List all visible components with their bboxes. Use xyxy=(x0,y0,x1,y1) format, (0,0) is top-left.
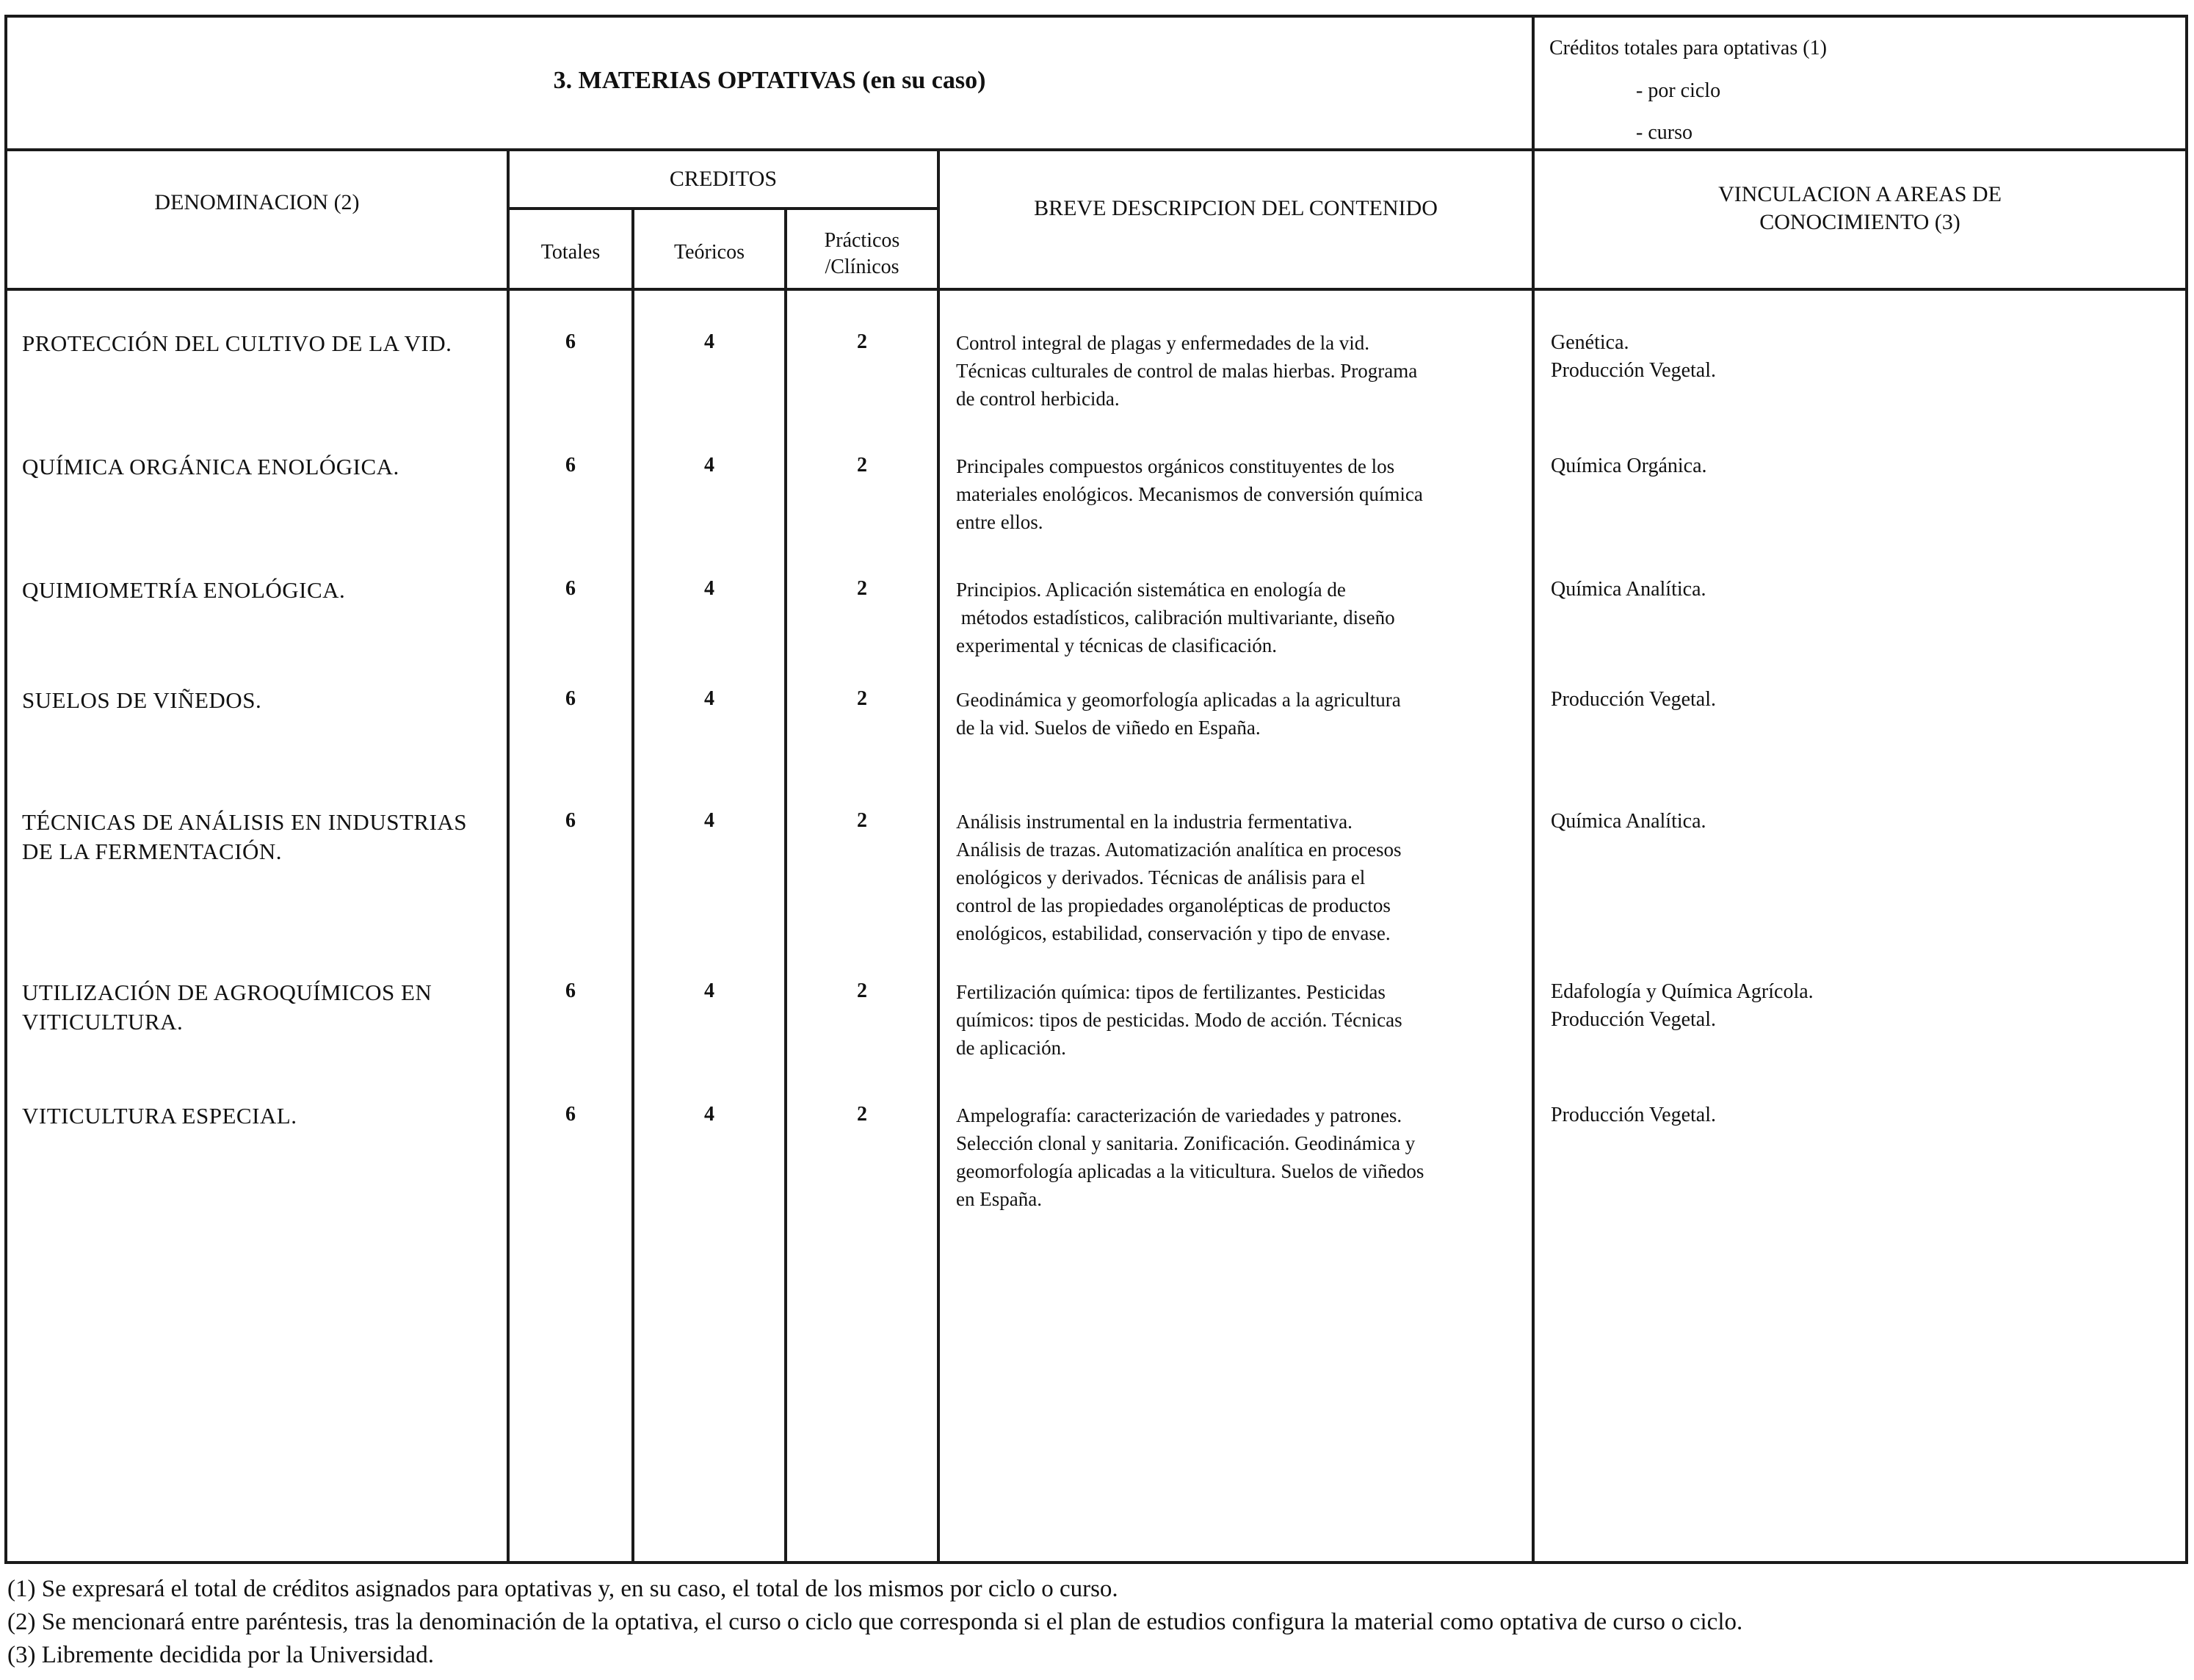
row-description-line: experimental y técnicas de clasificación. xyxy=(956,634,1278,656)
row-teoricos: 4 xyxy=(704,577,714,600)
col-denominacion: DENOMINACION (2) xyxy=(154,190,360,214)
credits-per-course: - curso xyxy=(1636,121,1692,144)
row-description-line: enológicos, estabilidad, conservación y tipo de envase. xyxy=(956,922,1391,944)
row-description-line: enológicos y derivados. Técnicas de análisis para el xyxy=(956,866,1366,888)
row-name xyxy=(22,452,499,482)
row-totales: 6 xyxy=(565,577,576,600)
row-description xyxy=(956,978,1529,1062)
col-creditos: CREDITOS xyxy=(669,167,778,191)
row-description-line: Principios. Aplicación sistemática en enología de xyxy=(956,579,1346,601)
row-areas xyxy=(1551,978,2175,1034)
col-descripcion: BREVE DESCRIPCION DEL CONTENIDO xyxy=(1034,196,1438,220)
border-header-bottom xyxy=(4,148,2188,151)
row-description-line: control de las propiedades organolépticas de productos xyxy=(956,894,1391,916)
row-description-line: geomorfología aplicadas a la viticultura. Suelos de viñedos xyxy=(956,1160,1424,1182)
row-teoricos: 4 xyxy=(704,809,714,832)
row-description-line: químicos: tipos de pesticidas. Modo de acción. Técnicas xyxy=(956,1009,1402,1031)
row-name-line: DE LA FERMENTACIÓN. xyxy=(22,839,283,864)
border-bottom xyxy=(4,1561,2188,1564)
row-description xyxy=(956,686,1529,742)
row-description-line: Control integral de plagas y enfermedades de la vid. xyxy=(956,332,1370,354)
border-creditos-sub xyxy=(507,207,937,210)
footnote-1: (1) Se expresará el total de créditos asignados para optativas y, en su caso, el total de los mismos por ciclo o curso. xyxy=(7,1576,1118,1602)
row-areas xyxy=(1551,329,2175,385)
row-description-line: entre ellos. xyxy=(956,511,1043,533)
row-teoricos: 4 xyxy=(704,330,714,353)
row-description-line: Técnicas culturales de control de malas hierbas. Programa xyxy=(956,360,1418,382)
col-teoricos: Teóricos xyxy=(673,241,745,264)
row-area-line: Producción Vegetal. xyxy=(1551,1104,1716,1126)
row-name-line: UTILIZACIÓN DE AGROQUÍMICOS EN xyxy=(22,980,432,1005)
row-description-line: Ampelografía: caracterización de variedades y patrones. xyxy=(956,1104,1402,1126)
row-area-line: Producción Vegetal. xyxy=(1551,688,1716,711)
row-areas xyxy=(1551,808,2175,836)
row-area-line: Química Orgánica. xyxy=(1551,455,1707,477)
border-right xyxy=(2185,15,2188,1564)
row-description xyxy=(956,1101,1529,1213)
row-name-line: VITICULTURA ESPECIAL. xyxy=(22,1103,297,1129)
row-name-line: SUELOS DE VIÑEDOS. xyxy=(22,687,262,713)
row-totales: 6 xyxy=(565,809,576,832)
row-description-line: Principales compuestos orgánicos constituyentes de los xyxy=(956,455,1395,477)
row-practicos: 2 xyxy=(857,577,867,600)
row-name xyxy=(22,1101,499,1131)
col-practicos xyxy=(787,228,937,280)
row-name-line: TÉCNICAS DE ANÁLISIS EN INDUSTRIAS xyxy=(22,809,468,835)
border-top xyxy=(4,15,2188,18)
border-col-pra xyxy=(937,148,940,1564)
row-description-line: materiales enológicos. Mecanismos de conversión química xyxy=(956,483,1423,505)
row-description-line: de aplicación. xyxy=(956,1037,1066,1059)
col-vinculacion xyxy=(1535,181,2185,236)
row-area-line: Química Analítica. xyxy=(1551,578,1706,601)
row-area-line: Producción Vegetal. xyxy=(1551,1008,1716,1031)
row-name xyxy=(22,686,499,715)
row-totales: 6 xyxy=(565,980,576,1002)
row-description-line: Análisis de trazas. Automatización analítica en procesos xyxy=(956,839,1402,861)
row-name xyxy=(22,329,499,358)
row-totales: 6 xyxy=(565,330,576,353)
row-description xyxy=(956,452,1529,536)
border-col-den xyxy=(507,148,510,1564)
row-practicos: 2 xyxy=(857,1103,867,1126)
col-vinculacion-line1: VINCULACION A AREAS DE xyxy=(1718,182,2002,206)
row-practicos: 2 xyxy=(857,330,867,353)
row-area-line: Edafología y Química Agrícola. xyxy=(1551,980,1814,1003)
border-col-teo xyxy=(784,207,787,1564)
section-title xyxy=(7,65,1532,97)
col-practicos-line1: Prácticos xyxy=(824,229,900,252)
row-totales: 6 xyxy=(565,687,576,710)
row-description-line: de la vid. Suelos de viñedo en España. xyxy=(956,717,1261,739)
row-description-line: en España. xyxy=(956,1188,1042,1210)
row-name xyxy=(22,808,499,866)
row-totales: 6 xyxy=(565,1103,576,1126)
row-practicos: 2 xyxy=(857,809,867,832)
row-description-line: métodos estadísticos, calibración multivariante, diseño xyxy=(956,607,1395,629)
footnotes xyxy=(7,1573,2181,1672)
row-name-line: VITICULTURA. xyxy=(22,1009,184,1035)
row-description-line: Selección clonal y sanitaria. Zonificación. Geodinámica y xyxy=(956,1132,1416,1154)
row-description xyxy=(956,329,1529,413)
row-description xyxy=(956,808,1529,947)
credits-per-cycle: - por ciclo xyxy=(1636,79,1721,102)
border-left xyxy=(4,15,7,1564)
row-area-line: Producción Vegetal. xyxy=(1551,359,1716,382)
row-area-line: Química Analítica. xyxy=(1551,810,1706,833)
row-name-line: QUÍMICA ORGÁNICA ENOLÓGICA. xyxy=(22,454,399,479)
row-teoricos: 4 xyxy=(704,687,714,710)
border-colhead-bottom xyxy=(4,288,2188,291)
row-teoricos: 4 xyxy=(704,980,714,1002)
row-areas xyxy=(1551,452,2175,480)
row-areas xyxy=(1551,576,2175,604)
row-area-line: Genética. xyxy=(1551,331,1629,354)
border-col-desc xyxy=(1532,15,1535,1564)
row-areas xyxy=(1551,686,2175,714)
row-description-line: Fertilización química: tipos de fertilizantes. Pesticidas xyxy=(956,981,1386,1003)
row-teoricos: 4 xyxy=(704,1103,714,1126)
row-totales: 6 xyxy=(565,454,576,477)
footnote-2: (2) Se mencionará entre paréntesis, tras la denominación de la optativa, el curso o ciclo que corresponda si el plan de estudios configura la material como optativa de curso o ciclo. xyxy=(7,1609,1743,1635)
border-col-tot xyxy=(631,207,634,1564)
col-vinculacion-line2: CONOCIMIENTO (3) xyxy=(1759,210,1961,234)
row-name-line: PROTECCIÓN DEL CULTIVO DE LA VID. xyxy=(22,330,452,356)
credits-totals-label: Créditos totales para optativas (1) xyxy=(1549,37,1827,59)
row-description-line: Geodinámica y geomorfología aplicadas a la agricultura xyxy=(956,689,1401,711)
row-practicos: 2 xyxy=(857,980,867,1002)
col-practicos-line2: /Clínicos xyxy=(825,256,899,278)
row-areas xyxy=(1551,1101,2175,1129)
row-description-line: Análisis instrumental en la industria fermentativa. xyxy=(956,811,1353,833)
footnote-3: (3) Libremente decidida por la Universidad. xyxy=(7,1642,434,1668)
row-name xyxy=(22,576,499,605)
row-teoricos: 4 xyxy=(704,454,714,477)
row-name-line: QUIMIOMETRÍA ENOLÓGICA. xyxy=(22,577,346,603)
section-title-suffix: (en su caso) xyxy=(862,67,986,94)
row-practicos: 2 xyxy=(857,454,867,477)
col-totales: Totales xyxy=(540,241,601,264)
row-description xyxy=(956,576,1529,659)
row-description-line: de control herbicida. xyxy=(956,388,1120,410)
row-name xyxy=(22,978,499,1037)
section-title-main: 3. MATERIAS OPTATIVAS xyxy=(553,67,856,94)
row-practicos: 2 xyxy=(857,687,867,710)
